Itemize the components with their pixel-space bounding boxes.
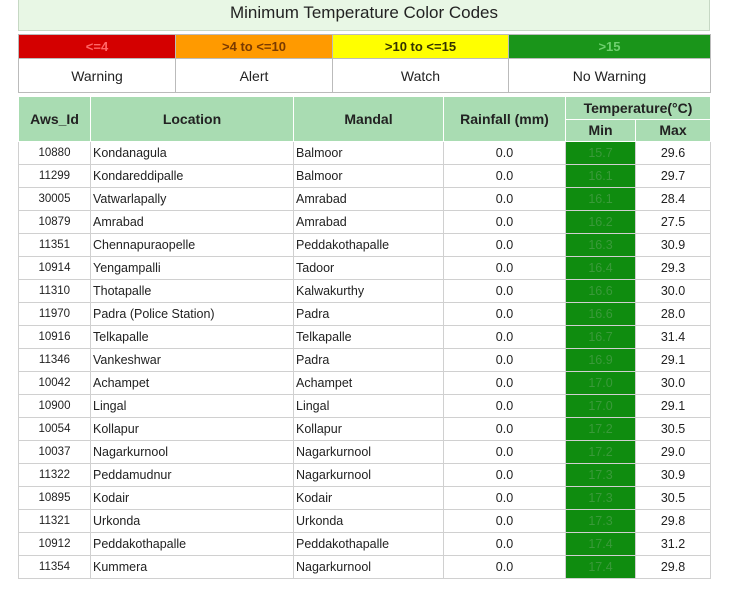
- cell-min-temp: 17.4: [566, 533, 636, 556]
- cell-rainfall: 0.0: [444, 257, 566, 280]
- cell-min-temp: 16.1: [566, 188, 636, 211]
- cell-min-temp: 17.0: [566, 395, 636, 418]
- cell-min-temp: 17.3: [566, 510, 636, 533]
- cell-rainfall: 0.0: [444, 188, 566, 211]
- legend-swatch-alert: >4 to <=10: [176, 35, 333, 59]
- table-row: [19, 234, 711, 257]
- table-row: [19, 533, 711, 556]
- table-row: [19, 257, 711, 280]
- cell-max-temp: 30.9: [636, 464, 711, 487]
- cell-rainfall: 0.0: [444, 418, 566, 441]
- table-row: [19, 188, 711, 211]
- cell-location: Kondareddipalle: [91, 165, 294, 188]
- cell-aws-id: 11299: [19, 165, 91, 188]
- cell-max-temp: 27.5: [636, 211, 711, 234]
- cell-aws-id: 10054: [19, 418, 91, 441]
- cell-aws-id: 10912: [19, 533, 91, 556]
- cell-mandal: Amrabad: [294, 188, 444, 211]
- cell-min-temp: 17.3: [566, 464, 636, 487]
- cell-mandal: Peddakothapalle: [294, 533, 444, 556]
- cell-min-temp: 16.6: [566, 303, 636, 326]
- header-min: Min: [566, 119, 636, 142]
- cell-max-temp: 30.5: [636, 418, 711, 441]
- cell-mandal: Achampet: [294, 372, 444, 395]
- cell-mandal: Nagarkurnool: [294, 556, 444, 579]
- cell-aws-id: 11970: [19, 303, 91, 326]
- cell-min-temp: 17.0: [566, 372, 636, 395]
- cell-mandal: Amrabad: [294, 211, 444, 234]
- cell-aws-id: 10900: [19, 395, 91, 418]
- cell-rainfall: 0.0: [444, 211, 566, 234]
- legend-label-watch: Watch: [333, 59, 509, 93]
- header-rainfall: Rainfall (mm): [444, 97, 566, 142]
- legend-label-alert: Alert: [176, 59, 333, 93]
- legend-label-no-warning: No Warning: [509, 59, 711, 93]
- cell-min-temp: 16.4: [566, 257, 636, 280]
- cell-mandal: Tadoor: [294, 257, 444, 280]
- legend-label-row: [19, 59, 711, 93]
- cell-rainfall: 0.0: [444, 326, 566, 349]
- cell-location: Amrabad: [91, 211, 294, 234]
- cell-max-temp: 30.5: [636, 487, 711, 510]
- cell-rainfall: 0.0: [444, 349, 566, 372]
- cell-aws-id: 10037: [19, 441, 91, 464]
- cell-location: Kollapur: [91, 418, 294, 441]
- table-row: [19, 142, 711, 165]
- cell-rainfall: 0.0: [444, 165, 566, 188]
- cell-max-temp: 31.4: [636, 326, 711, 349]
- cell-mandal: Balmoor: [294, 165, 444, 188]
- table-row: [19, 510, 711, 533]
- cell-min-temp: 16.7: [566, 326, 636, 349]
- cell-mandal: Kodair: [294, 487, 444, 510]
- cell-max-temp: 30.0: [636, 280, 711, 303]
- cell-aws-id: 11351: [19, 234, 91, 257]
- cell-max-temp: 31.2: [636, 533, 711, 556]
- cell-min-temp: 16.9: [566, 349, 636, 372]
- cell-rainfall: 0.0: [444, 303, 566, 326]
- cell-rainfall: 0.0: [444, 142, 566, 165]
- cell-rainfall: 0.0: [444, 395, 566, 418]
- cell-max-temp: 29.1: [636, 395, 711, 418]
- table-row: [19, 211, 711, 234]
- cell-min-temp: 17.2: [566, 441, 636, 464]
- cell-min-temp: 16.3: [566, 234, 636, 257]
- legend-swatch-no-warning: >15: [509, 35, 711, 59]
- cell-location: Lingal: [91, 395, 294, 418]
- cell-location: Kummera: [91, 556, 294, 579]
- cell-mandal: Kalwakurthy: [294, 280, 444, 303]
- cell-rainfall: 0.0: [444, 441, 566, 464]
- cell-aws-id: 10880: [19, 142, 91, 165]
- table-row: [19, 487, 711, 510]
- cell-max-temp: 29.8: [636, 510, 711, 533]
- page-title: Minimum Temperature Color Codes: [18, 0, 710, 31]
- cell-min-temp: 16.2: [566, 211, 636, 234]
- cell-location: Peddakothapalle: [91, 533, 294, 556]
- table-body: [19, 142, 711, 579]
- cell-aws-id: 11321: [19, 510, 91, 533]
- header-aws-id: Aws_Id: [19, 97, 91, 142]
- legend-swatch-warning: <=4: [19, 35, 176, 59]
- cell-max-temp: 29.7: [636, 165, 711, 188]
- cell-aws-id: 11354: [19, 556, 91, 579]
- cell-location: Padra (Police Station): [91, 303, 294, 326]
- cell-location: Thotapalle: [91, 280, 294, 303]
- header-location: Location: [91, 97, 294, 142]
- table-row: [19, 303, 711, 326]
- cell-mandal: Kollapur: [294, 418, 444, 441]
- cell-rainfall: 0.0: [444, 280, 566, 303]
- cell-location: Urkonda: [91, 510, 294, 533]
- report-container: [18, 0, 710, 579]
- cell-min-temp: 15.7: [566, 142, 636, 165]
- cell-rainfall: 0.0: [444, 533, 566, 556]
- header-temperature: Temperature(°C): [566, 97, 711, 120]
- table-row: [19, 165, 711, 188]
- header-mandal: Mandal: [294, 97, 444, 142]
- table-row: [19, 464, 711, 487]
- table-row: [19, 372, 711, 395]
- table-row: [19, 418, 711, 441]
- cell-rainfall: 0.0: [444, 487, 566, 510]
- cell-location: Kodair: [91, 487, 294, 510]
- cell-rainfall: 0.0: [444, 464, 566, 487]
- cell-rainfall: 0.0: [444, 510, 566, 533]
- cell-mandal: Padra: [294, 303, 444, 326]
- cell-mandal: Lingal: [294, 395, 444, 418]
- cell-mandal: Nagarkurnool: [294, 464, 444, 487]
- cell-max-temp: 29.3: [636, 257, 711, 280]
- cell-mandal: Padra: [294, 349, 444, 372]
- cell-location: Telkapalle: [91, 326, 294, 349]
- cell-location: Nagarkurnool: [91, 441, 294, 464]
- cell-aws-id: 30005: [19, 188, 91, 211]
- cell-rainfall: 0.0: [444, 234, 566, 257]
- cell-aws-id: 11346: [19, 349, 91, 372]
- cell-rainfall: 0.0: [444, 556, 566, 579]
- cell-min-temp: 17.2: [566, 418, 636, 441]
- cell-max-temp: 28.4: [636, 188, 711, 211]
- cell-max-temp: 30.9: [636, 234, 711, 257]
- cell-rainfall: 0.0: [444, 372, 566, 395]
- header-max: Max: [636, 119, 711, 142]
- cell-min-temp: 16.1: [566, 165, 636, 188]
- table-row: [19, 441, 711, 464]
- cell-mandal: Telkapalle: [294, 326, 444, 349]
- cell-location: Vatwarlapally: [91, 188, 294, 211]
- cell-location: Kondanagula: [91, 142, 294, 165]
- cell-min-temp: 17.3: [566, 487, 636, 510]
- cell-aws-id: 11310: [19, 280, 91, 303]
- table-row: [19, 349, 711, 372]
- cell-mandal: Peddakothapalle: [294, 234, 444, 257]
- cell-aws-id: 10914: [19, 257, 91, 280]
- cell-aws-id: 10879: [19, 211, 91, 234]
- cell-min-temp: 16.6: [566, 280, 636, 303]
- cell-max-temp: 30.0: [636, 372, 711, 395]
- cell-location: Vankeshwar: [91, 349, 294, 372]
- cell-location: Chennapuraopelle: [91, 234, 294, 257]
- cell-max-temp: 28.0: [636, 303, 711, 326]
- table-row: [19, 556, 711, 579]
- cell-max-temp: 29.1: [636, 349, 711, 372]
- table-row: [19, 326, 711, 349]
- cell-aws-id: 10042: [19, 372, 91, 395]
- cell-max-temp: 29.8: [636, 556, 711, 579]
- cell-aws-id: 10916: [19, 326, 91, 349]
- cell-aws-id: 10895: [19, 487, 91, 510]
- cell-mandal: Nagarkurnool: [294, 441, 444, 464]
- legend-label-warning: Warning: [19, 59, 176, 93]
- cell-location: Yengampalli: [91, 257, 294, 280]
- cell-max-temp: 29.0: [636, 441, 711, 464]
- temperature-table: [18, 96, 711, 579]
- table-row: [19, 280, 711, 303]
- table-row: [19, 395, 711, 418]
- cell-mandal: Balmoor: [294, 142, 444, 165]
- legend-swatch-watch: >10 to <=15: [333, 35, 509, 59]
- cell-location: Peddamudnur: [91, 464, 294, 487]
- cell-min-temp: 17.4: [566, 556, 636, 579]
- cell-aws-id: 11322: [19, 464, 91, 487]
- color-code-legend: [18, 34, 711, 93]
- cell-mandal: Urkonda: [294, 510, 444, 533]
- cell-location: Achampet: [91, 372, 294, 395]
- cell-max-temp: 29.6: [636, 142, 711, 165]
- legend-swatch-row: [19, 35, 711, 59]
